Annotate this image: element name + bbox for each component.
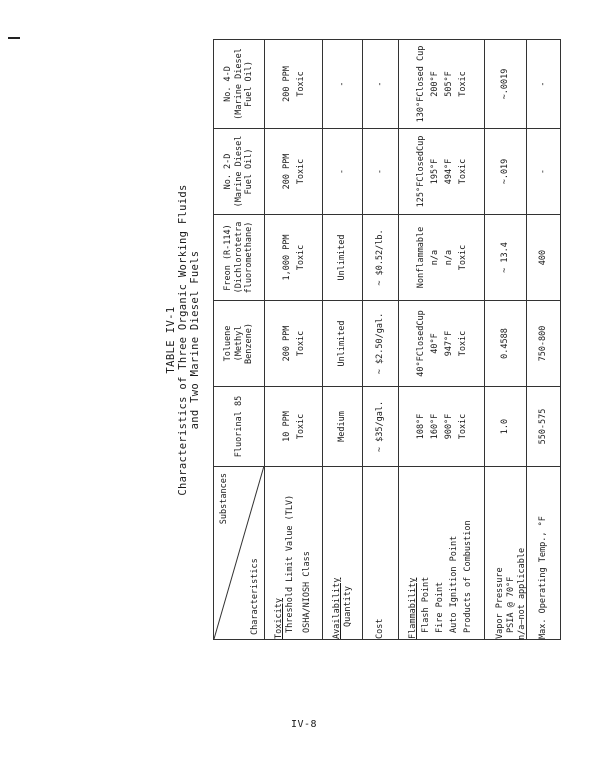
row-label-vapor-pressure: Vapor Pressure PSIA @ 70°F bbox=[485, 467, 527, 640]
column-header-no4d: No. 4-D (Marine Diesel Fuel Oil) bbox=[214, 40, 265, 129]
table-header-row bbox=[214, 40, 265, 640]
toxicity-cell-no4d: 200 PPM Toxic bbox=[265, 40, 323, 129]
table-row-availability bbox=[323, 40, 363, 640]
flammability-cell-no2d: 125°FClosedCup 195°F 494°F Toxic bbox=[399, 129, 485, 215]
table-caption bbox=[165, 40, 201, 640]
table-row-max-temp bbox=[527, 40, 561, 640]
margin-mark bbox=[8, 37, 20, 39]
availability-cell-freon: Unlimited bbox=[323, 215, 363, 301]
row-label-toxicity: Toxicity Threshold Limit Value (TLV) OSHA/NIOSH Class bbox=[265, 467, 323, 640]
row-label-flammability: Flammability Flash Point Fire Point Auto Ignition Point Products of Combustion bbox=[399, 467, 485, 640]
vapor-cell-no4d: ~.0019 bbox=[485, 40, 527, 129]
maxtemp-cell-freon: 400 bbox=[527, 215, 561, 301]
toxicity-cell-toluene: 200 PPM Toxic bbox=[265, 301, 323, 387]
characteristics-table bbox=[213, 39, 561, 640]
row-label-max-temp: Max. Operating Temp., °F bbox=[527, 467, 561, 640]
maxtemp-cell-fluorinal: 550-575 bbox=[527, 387, 561, 467]
header-diagonal-cell bbox=[214, 467, 265, 640]
availability-cell-fluorinal: Medium bbox=[323, 387, 363, 467]
rotated-table-page bbox=[165, 40, 549, 640]
flammability-cell-freon: Nonflammable n/a n/a Toxic bbox=[399, 215, 485, 301]
table-row-flammability bbox=[399, 40, 485, 640]
toxicity-cell-fluorinal: 10 PPM Toxic bbox=[265, 387, 323, 467]
table-title-line1: Characteristics of Three Organic Working Fluids bbox=[177, 184, 189, 496]
column-header-freon: Freon (R-114) (Dichlorotetra fluoromethane) bbox=[214, 215, 265, 301]
cost-cell-no2d: - bbox=[363, 129, 399, 215]
characteristics-label: Characteristics bbox=[249, 558, 260, 635]
flammability-cell-toluene: 40°FClosedCup 40°F 947°F Toxic bbox=[399, 301, 485, 387]
toxicity-cell-freon: 1,000 PPM Toxic bbox=[265, 215, 323, 301]
maxtemp-cell-no2d: - bbox=[527, 129, 561, 215]
footnote: n/a—not applicable bbox=[517, 547, 527, 640]
availability-cell-no4d: - bbox=[323, 40, 363, 129]
availability-cell-toluene: Unlimited bbox=[323, 301, 363, 387]
cost-cell-freon: ~ $0.52/lb. bbox=[363, 215, 399, 301]
cost-cell-fluorinal: ~ $35/gal. bbox=[363, 387, 399, 467]
vapor-cell-toluene: 0.4588 bbox=[485, 301, 527, 387]
cost-cell-no4d: - bbox=[363, 40, 399, 129]
table-row-cost bbox=[363, 40, 399, 640]
flammability-cell-fluorinal: 108°F 160°F 900°F Toxic bbox=[399, 387, 485, 467]
vapor-cell-fluorinal: 1.0 bbox=[485, 387, 527, 467]
vapor-cell-freon: ~ 13.4 bbox=[485, 215, 527, 301]
flammability-cell-no4d: 130°FClosed Cup 200°F 505°F Toxic bbox=[399, 40, 485, 129]
table-row-toxicity bbox=[265, 40, 323, 640]
column-header-toluene: Toluene (Methyl Benzene) bbox=[214, 301, 265, 387]
maxtemp-cell-no4d: - bbox=[527, 40, 561, 129]
availability-cell-no2d: - bbox=[323, 129, 363, 215]
toxicity-cell-no2d: 200 PPM Toxic bbox=[265, 129, 323, 215]
column-header-no2d: No. 2-D (Marine Diesel Fuel Oil) bbox=[214, 129, 265, 215]
vapor-cell-no2d: ~.019 bbox=[485, 129, 527, 215]
table-label: TABLE IV-1 bbox=[165, 306, 177, 374]
cost-cell-toluene: ~ $2.50/gal. bbox=[363, 301, 399, 387]
page-number: IV-8 bbox=[291, 719, 318, 730]
row-label-availability: Availability Quantity bbox=[323, 467, 363, 640]
substances-label: Substances bbox=[219, 473, 229, 525]
table-title-line2: and Two Marine Diesel Fuels bbox=[189, 250, 201, 430]
maxtemp-cell-toluene: 750-800 bbox=[527, 301, 561, 387]
row-label-cost: Cost bbox=[363, 467, 399, 640]
column-header-fluorinal: Fluorinal 85 bbox=[214, 387, 265, 467]
